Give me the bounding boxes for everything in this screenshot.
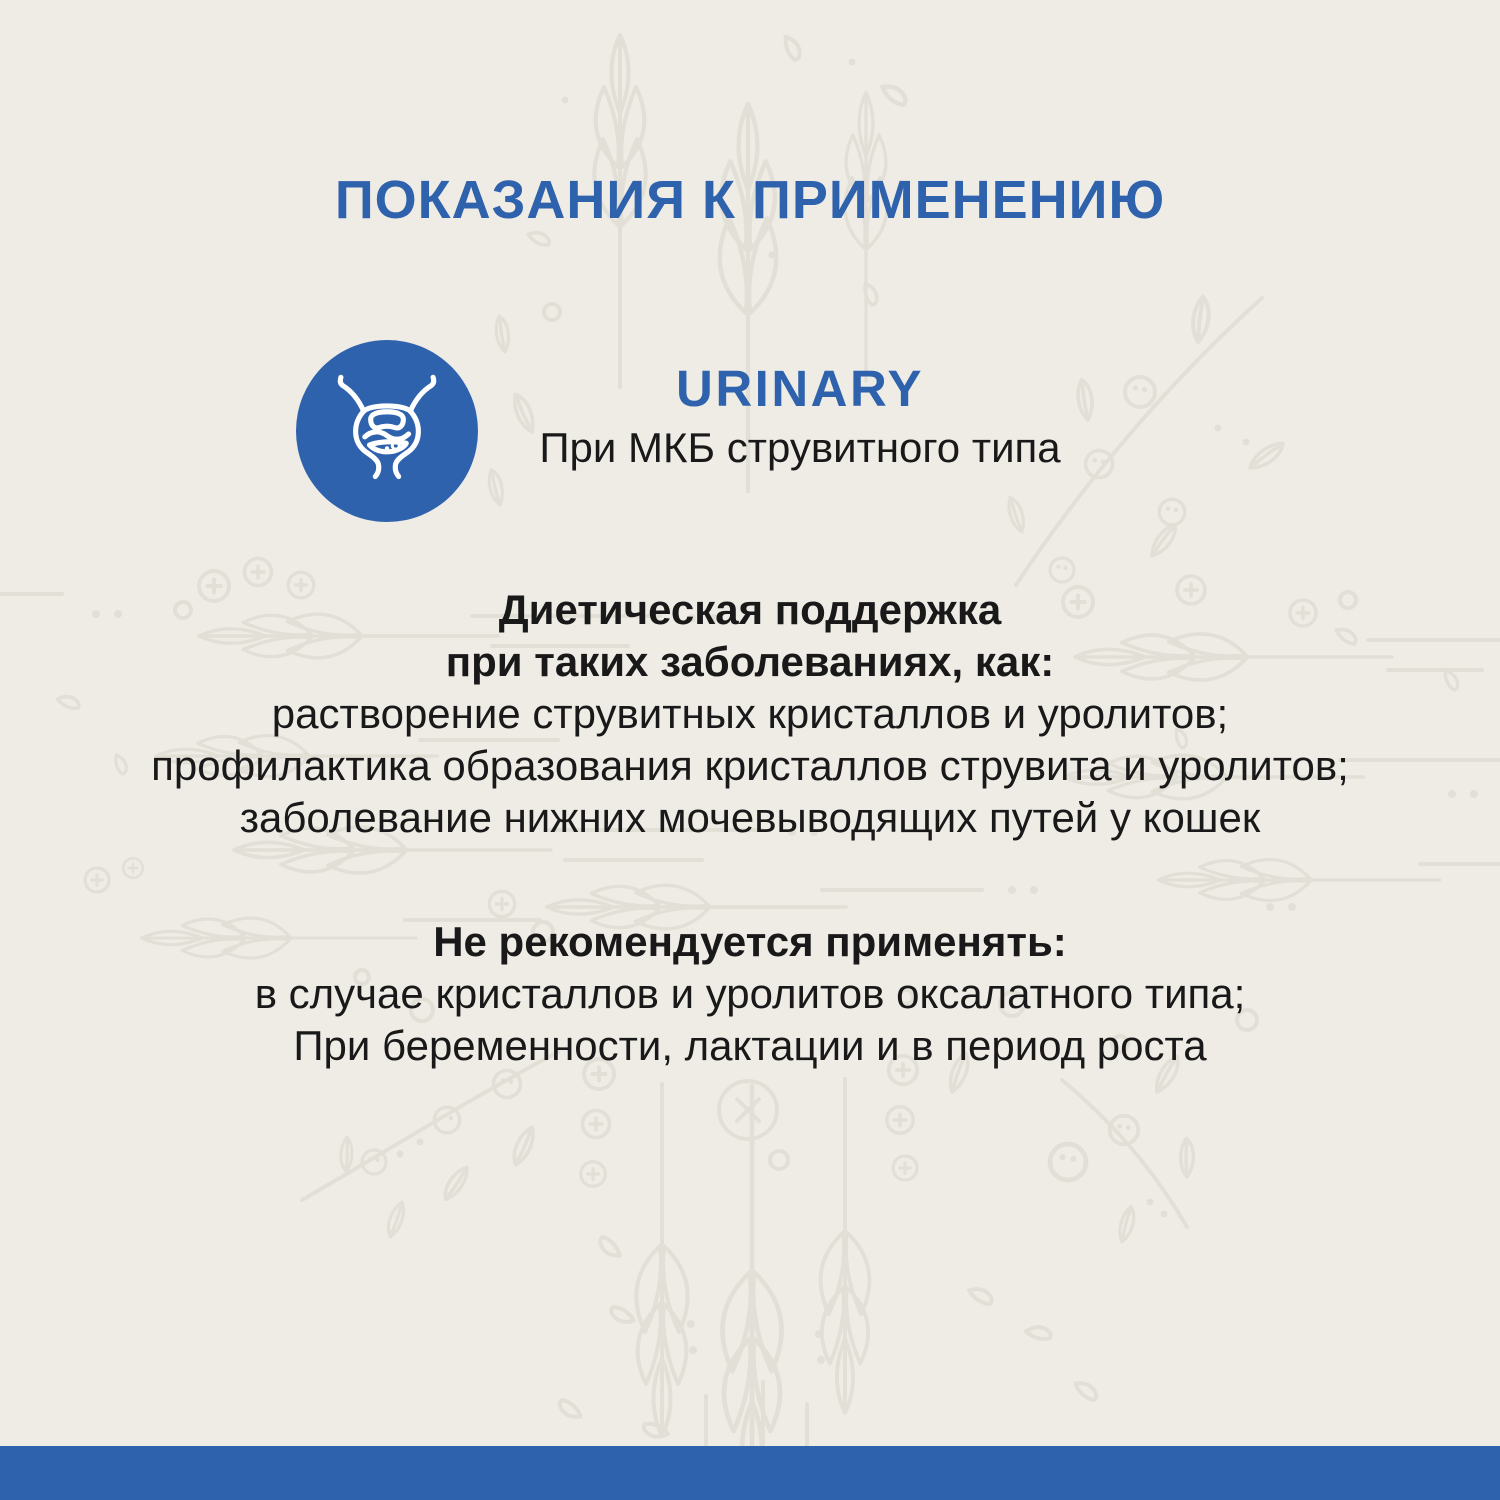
indications-heading-line2: при таких заболеваниях, как: (445, 638, 1055, 685)
footer-accent-bar (0, 1446, 1500, 1500)
indications-section (0, 584, 1500, 844)
indications-item: профилактика образования кристаллов струвита и уролитов; (151, 742, 1349, 789)
indications-item: заболевание нижних мочевыводящих путей у кошек (239, 794, 1261, 841)
contraindications-item: При беременности, лактации и в период роста (293, 1022, 1207, 1069)
product-name: URINARY (676, 360, 924, 417)
indications-item: растворение струвитных кристаллов и уролитов; (271, 690, 1229, 737)
page-title: ПОКАЗАНИЯ К ПРИМЕНЕНИЮ (334, 170, 1166, 230)
contraindications-item: в случае кристаллов и уролитов оксалатного типа; (254, 970, 1246, 1017)
contraindications-section (0, 916, 1500, 1072)
indications-heading-line1: Диетическая поддержка (498, 586, 1002, 633)
bladder-icon (328, 368, 446, 494)
contraindications-heading: Не рекомендуется применять: (433, 918, 1067, 965)
product-description: При МКБ струвитного типа (539, 424, 1061, 471)
urinary-icon-badge (296, 340, 478, 522)
product-header (460, 362, 1140, 472)
